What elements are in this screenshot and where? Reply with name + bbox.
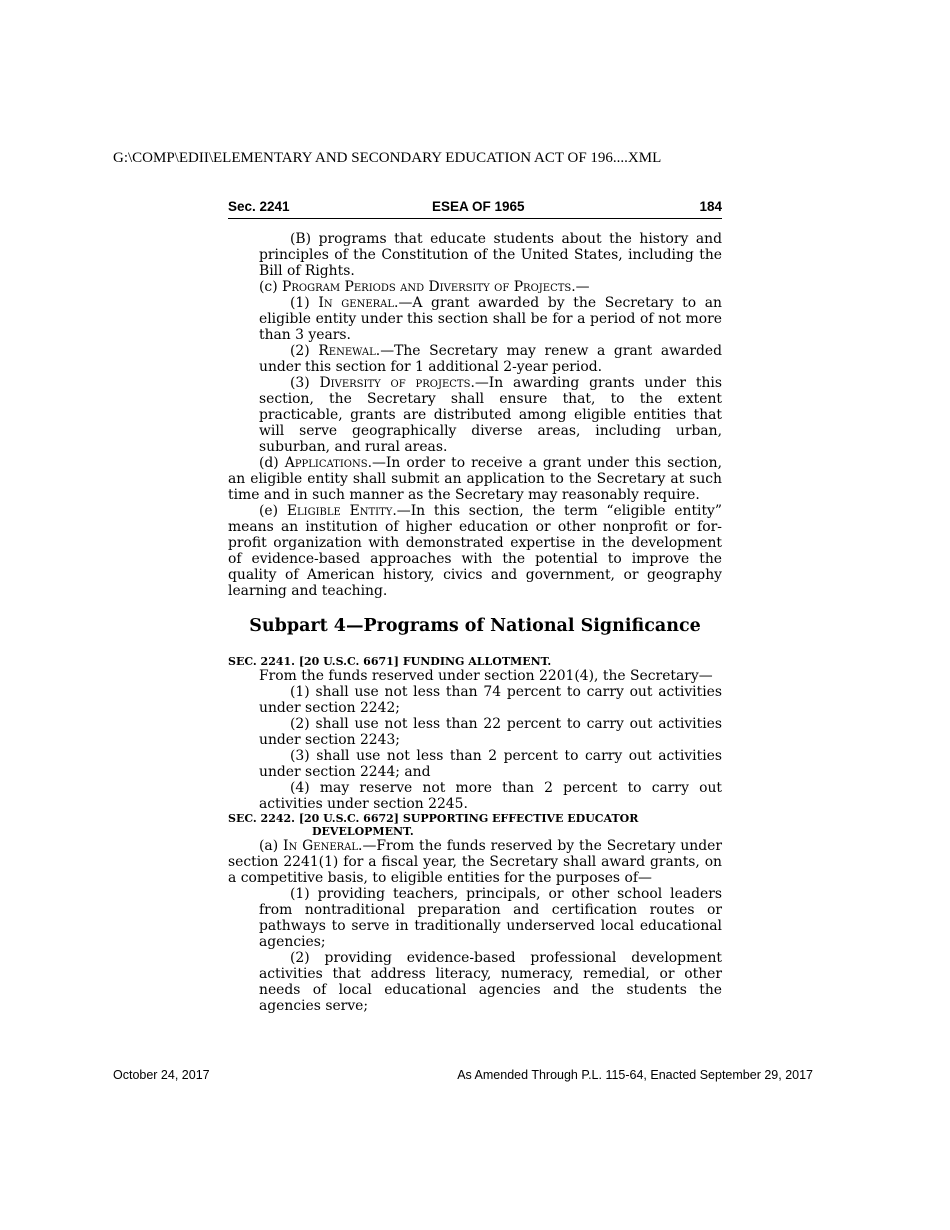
- paragraph-c1-heading: In general: [318, 295, 395, 311]
- subsection-d-heading: Applications: [284, 455, 368, 471]
- subsection-e: (e) Eligible Entity.—In this section, the term “eligible entity” means an institution of higher education or other nonprofit or for-profit organization with demonstrated expertise in the development of evidence-based approaches with the potential to improve the quality of American history, civics and government, or geography learning and teaching.: [228, 503, 723, 599]
- running-head: [228, 198, 722, 219]
- file-path: G:\COMP\EDII\ELEMENTARY AND SECONDARY EDUCATION ACT OF 196....XML: [113, 150, 662, 166]
- subsection-c-heading: (c) Program Periods and Diversity of Projects.—: [259, 279, 590, 295]
- footer-amended: As Amended Through P.L. 115-64, Enacted September 29, 2017: [457, 1068, 813, 1082]
- section-2241-intro: From the funds reserved under section 2201(4), the Secretary—: [259, 668, 713, 684]
- paragraph-c3-heading: Diversity of projects: [319, 375, 471, 391]
- footer-date: October 24, 2017: [113, 1068, 210, 1082]
- section-2241-item-3: (3) shall use not less than 2 percent to carry out activities under section 2244; and: [259, 748, 722, 780]
- paragraph-c2: (2) Renewal.—The Secretary may renew a grant awarded under this section for 1 additional 2-year period.: [259, 343, 723, 375]
- paragraph-c3: (3) Diversity of projects.—In awarding grants under this section, the Secretary shall ensure that, to the extent practicable, grants are distributed among eligible entities that will serve geographically diverse areas, including urban, suburban, and rural areas.: [259, 375, 723, 455]
- paragraph-a2: (2) providing evidence-based professional development activities that address literacy, numeracy, remedial, or other needs of local educational agencies and the students the agencies serve;: [259, 950, 722, 1014]
- section-2241-item-2: (2) shall use not less than 22 percent to carry out activities under section 2243;: [259, 716, 722, 748]
- section-2242-heading: SEC. 2242. [20 U.S.C. 6672] SUPPORTING EFFECTIVE EDUCATOR DEVELOPMENT.: [228, 812, 639, 838]
- document-body: [228, 231, 722, 1014]
- paragraph-a1: (1) providing teachers, principals, or other school leaders from nontraditional preparation and certification routes or pathways to serve in traditionally underserved local educational agencies;: [259, 886, 722, 950]
- subsection-a: (a) In General.—From the funds reserved by the Secretary under section 2241(1) for a fiscal year, the Secretary shall award grants, on a competitive basis, to eligible entities for the purposes of—: [228, 838, 722, 886]
- subsection-c-title: Program Periods and Diversity of Projects: [282, 279, 572, 295]
- section-2241-item-4: (4) may reserve not more than 2 percent to carry out activities under section 2245.: [259, 780, 722, 812]
- subsection-a-heading: In General: [283, 838, 359, 854]
- section-2241-item-1: (1) shall use not less than 74 percent to carry out activities under section 2242;: [259, 684, 722, 716]
- subpart-title: Subpart 4—Programs of National Significance: [249, 616, 701, 636]
- running-head-title: ESEA OF 1965: [432, 199, 525, 214]
- paragraph-b: (B) programs that educate students about the history and principles of the Constitution of the United States, including the Bill of Rights.: [259, 231, 722, 279]
- section-2241-heading: SEC. 2241. [20 U.S.C. 6671] FUNDING ALLOTMENT.: [228, 655, 552, 668]
- running-head-section: Sec. 2241: [228, 199, 290, 214]
- paragraph-c1: (1) In general.—A grant awarded by the Secretary to an eligible entity under this section shall be for a period of not more than 3 years.: [259, 295, 722, 343]
- subsection-e-heading: Eligible Entity: [286, 503, 393, 519]
- paragraph-c2-heading: Renewal: [318, 343, 376, 359]
- page-number: 184: [699, 199, 722, 214]
- subsection-d: (d) Applications.—In order to receive a grant under this section, an eligible entity shall submit an application to the Secretary at such time and in such manner as the Secretary may reasonably require.: [228, 455, 722, 503]
